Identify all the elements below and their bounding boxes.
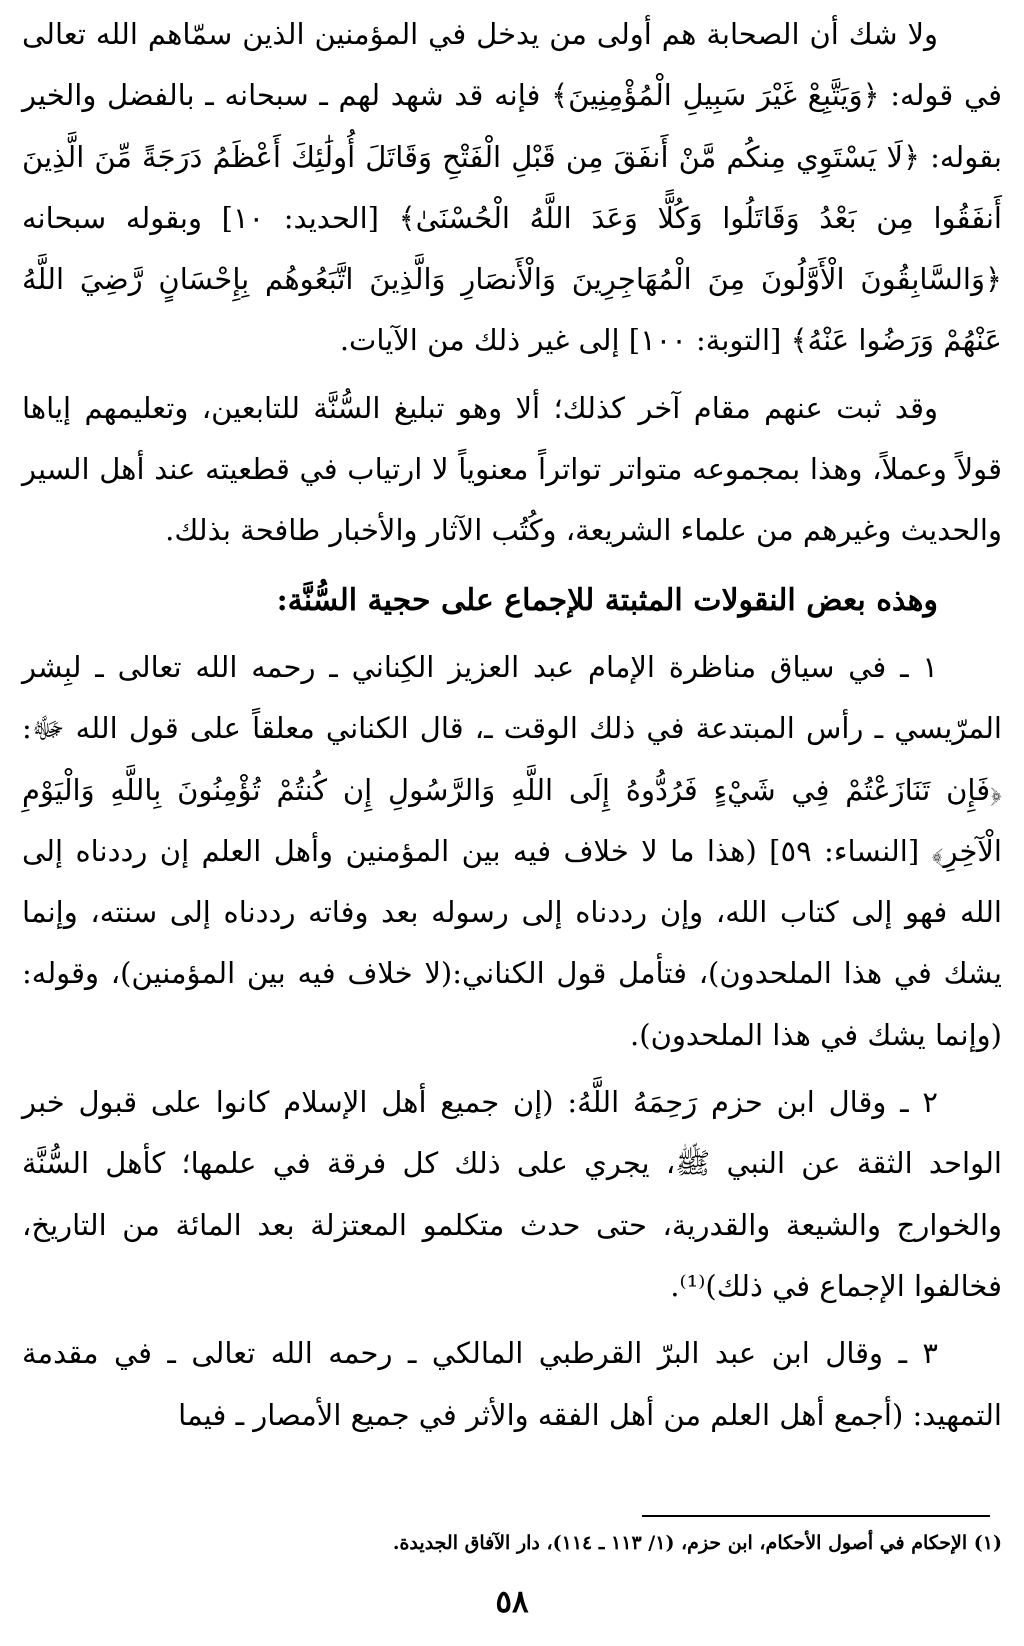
numbered-item-2: ٢ ـ وقال ابن حزم رَحِمَهُ اللَّهُ: (إن جميع أهل الإسلام كانوا على قبول خبر الواحد الثقة عن النبي ﷺ، يجري على ذلك كل فرقة في علمها؛ كأهل السُّنَّة والخوارج والشيعة والقدرية، حتى حدث متكلمو المعتزلة بعد المائة من التاريخ، فخالفوا الإجماع في ذلك)⁽¹⁾.	[22, 1085, 1002, 1303]
footnote: (١) الإحكام في أصول الأحكام، ابن حزم، (١/ ١١٣ ـ ١١٤)، دار الآفاق الجديدة.	[392, 1532, 1002, 1554]
section-heading: وهذه بعض النقولات المثبتة للإجماع على حجية السُّنَّة:	[276, 582, 938, 618]
footnote-separator	[642, 1515, 990, 1517]
paragraph-sunnah-transmission: وقد ثبت عنهم مقام آخر كذلك؛ ألا وهو تبليغ السُّنَّة للتابعين، وتعليمهم إياها قولاً وعملاً، وهذا بمجموعه متواتر تواتراً معنوياً لا ارتياب في قطعيته عند أهل السير والحديث وغيرهم من علماء الشريعة، وكُتُب الآثار والأخبار طافحة بذلك.	[22, 390, 1002, 548]
main-text	[22, 4, 1002, 1452]
numbered-item-3: ٣ ـ وقال ابن عبد البرّ القرطبي المالكي ـ رحمه الله تعالى ـ في مقدمة التمهيد: (أجمع أهل العلم من أهل الفقه والأثر في جميع الأمصار ـ فيما	[22, 1336, 1002, 1432]
page-number: ٥٨	[495, 1584, 529, 1620]
numbered-item-1: ١ ـ في سياق مناظرة الإمام عبد العزيز الكِناني ـ رحمه الله تعالى ـ لبِشر المرّيسي ـ رأس المبتدعة في ذلك الوقت ـ، قال الكناني معلقاً على قول الله ﷻ: ﴿فَإِن تَنَازَعْتُمْ فِي شَيْءٍ فَرُدُّوهُ إِلَى اللَّهِ وَالرَّسُولِ إِن كُنتُمْ تُؤْمِنُونَ بِاللَّهِ وَالْيَوْمِ الْآخِرِ﴾ [النساء: ٥٩] (هذا ما لا خلاف فيه بين المؤمنين وأهل العلم إن رددناه إلى الله فهو إلى كتاب الله، وإن رددناه إلى رسوله بعد وفاته رددناه إلى سنته، وإنما يشك في هذا الملحدون)، فتأمل قول الكناني:(لا خلاف فيه بين المؤمنين)، وقوله: (وإنما يشك في هذا الملحدون).	[22, 649, 1002, 1052]
paragraph-sahaba-believers: ولا شك أن الصحابة هم أولى من يدخل في المؤمنين الذين سمّاهم الله تعالى في قوله: ﴿وَيَتَّبِعْ غَيْرَ سَبِيلِ الْمُؤْمِنِينَ﴾ فإنه قد شهد لهم ـ سبحانه ـ بالفضل والخير بقوله: ﴿لَا يَسْتَوِي مِنكُم مَّنْ أَنفَقَ مِن قَبْلِ الْفَتْحِ وَقَاتَلَ أُولَٰئِكَ أَعْظَمُ دَرَجَةً مِّنَ الَّذِينَ أَنفَقُوا مِن بَعْدُ وَقَاتَلُوا وَكُلًّا وَعَدَ اللَّهُ الْحُسْنَىٰ﴾ [الحديد: ١٠] وبقوله سبحانه ﴿وَالسَّابِقُونَ الْأَوَّلُونَ مِنَ الْمُهَاجِرِينَ وَالْأَنصَارِ وَالَّذِينَ اتَّبَعُوهُم بِإِحْسَانٍ رَّضِيَ اللَّهُ عَنْهُمْ وَرَضُوا عَنْهُ﴾ [التوبة: ١٠٠] إلى غير ذلك من الآيات.	[22, 17, 1002, 358]
